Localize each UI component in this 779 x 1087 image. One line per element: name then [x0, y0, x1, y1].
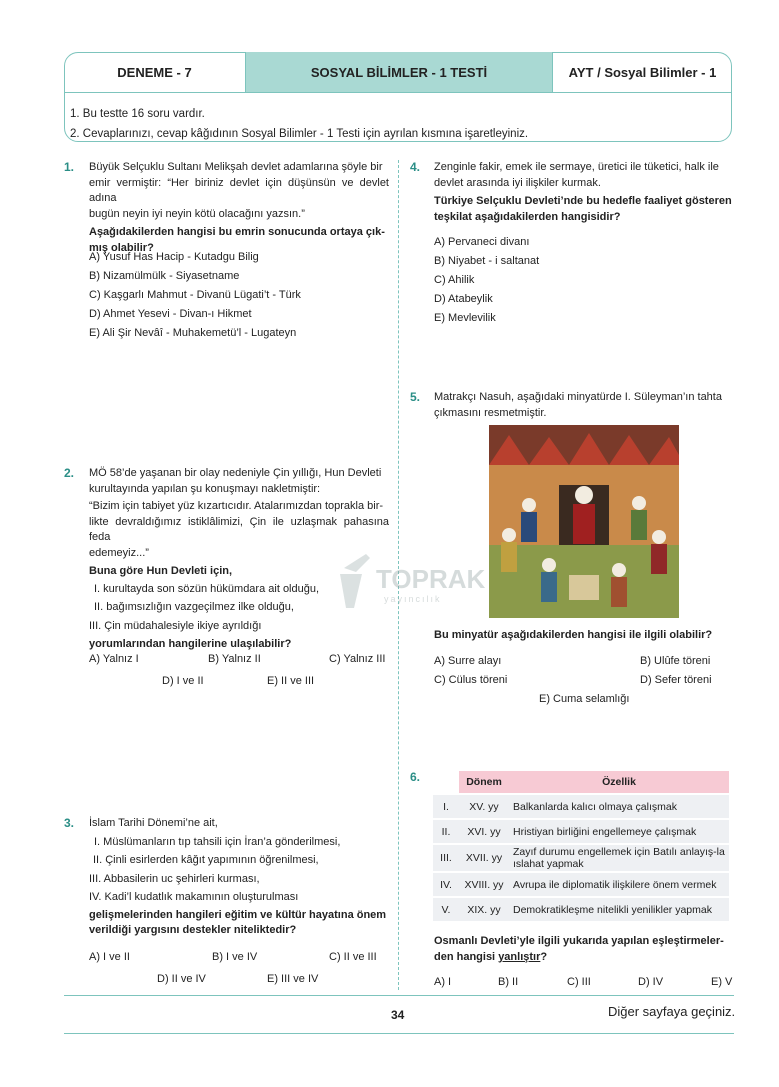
- row-roman: V.: [433, 898, 459, 921]
- watermark-sub: yayıncılık: [384, 594, 442, 604]
- q6-header-period: Dönem: [459, 771, 509, 793]
- q6-question-underlined: yanlıştır: [498, 950, 541, 963]
- q6-table-header-row: [433, 771, 729, 793]
- q5-option-a[interactable]: A) Surre alayı: [434, 655, 502, 667]
- next-page-note: Diğer sayfaya geçiniz.: [608, 1004, 736, 1019]
- q3-question: verildiği yargısını destekler niteliktedir?: [89, 924, 297, 936]
- q1-option-a[interactable]: A) Yusuf Has Hacip - Kutadgu Bilig: [89, 251, 259, 263]
- row-roman: III.: [433, 845, 459, 871]
- footer-top-line: [64, 995, 734, 996]
- q5-line: Matrakçı Nasuh, aşağıdaki minyatürde I. Süleyman’ın tahta: [434, 391, 722, 403]
- q4-option-b[interactable]: B) Niyabet - i saltanat: [434, 255, 540, 267]
- row-period: XVIII. yy: [459, 873, 509, 896]
- question-5-number: 5.: [410, 390, 421, 404]
- q2-line: likte devraldığımız istiklâlimizi, Çin ile uzlaşmak pahasına feda: [89, 515, 389, 543]
- question-3-number: 3.: [64, 816, 75, 830]
- question-4-number: 4.: [410, 160, 421, 174]
- row-feature: Zayıf durumu engellemek için Batılı anlayış-la ıslahat yapmak: [509, 845, 729, 871]
- q2-question: yorumlarından hangilerine ulaşılabilir?: [89, 638, 292, 650]
- header-test-title: SOSYAL BİLİMLER - 1 TESTİ: [246, 52, 552, 93]
- q4-option-a[interactable]: A) Pervaneci divanı: [434, 236, 530, 248]
- q6-question: [434, 934, 733, 965]
- q3-option-a[interactable]: A) I ve II: [89, 951, 130, 963]
- row-roman: IV.: [433, 873, 459, 896]
- q4-question: Türkiye Selçuklu Devleti’nde bu hedefle faaliyet gösteren: [434, 195, 732, 207]
- q5-option-e[interactable]: E) Cuma selamlığı: [539, 693, 630, 705]
- q1-line: Büyük Selçuklu Sultanı Melikşah devlet adamlarına şöyle bir: [89, 161, 383, 173]
- instruction-2: 2. Cevaplarınızı, cevap kâğıdının Sosyal Bilimler - 1 Testi için ayrılan kısmına işaretleyiniz.: [70, 128, 529, 140]
- q6-question-part: den hangisi: [434, 950, 499, 963]
- q1-option-c[interactable]: C) Kaşgarlı Mahmut - Divanü Lügati’t - Türk: [89, 289, 301, 301]
- row-feature: Avrupa ile diplomatik ilişkilere önem vermek: [509, 873, 729, 896]
- row-period: XIX. yy: [459, 898, 509, 921]
- q6-option-c[interactable]: C) III: [567, 976, 591, 988]
- q3-option-d[interactable]: D) II ve IV: [157, 973, 206, 985]
- q6-question-part: ?: [540, 950, 548, 963]
- q4-option-e[interactable]: E) Mevlevilik: [434, 312, 496, 324]
- q3-item: I. Müslümanların tıp tahsili için İran’a gönderilmesi,: [94, 835, 341, 848]
- q6-question-line: Osmanlı Devleti’yle ilgili yukarıda yapılan eşleştirmeler-: [434, 935, 724, 947]
- table-row: [433, 845, 729, 871]
- q3-option-e[interactable]: E) III ve IV: [267, 973, 319, 985]
- q4-question: teşkilat aşağıdakilerden hangisidir?: [434, 210, 621, 223]
- question-5-text: [434, 390, 733, 421]
- instruction-1: 1. Bu testte 16 soru vardır.: [70, 108, 205, 120]
- q6-option-d[interactable]: D) IV: [638, 976, 664, 988]
- q3-option-c[interactable]: C) II ve III: [329, 951, 377, 963]
- q6-option-b[interactable]: B) II: [498, 976, 519, 988]
- row-feature: Demokratikleşme nitelikli yenilikler yapmak: [509, 898, 729, 921]
- q6-table: [433, 769, 729, 923]
- q2-line: edemeyiz...”: [89, 546, 149, 559]
- footer-bottom-line: [64, 1033, 734, 1034]
- q2-option-a[interactable]: A) Yalnız I: [89, 653, 139, 665]
- row-feature: Balkanlarda kalıcı olmaya çalışmak: [509, 795, 729, 818]
- q4-option-c[interactable]: C) Ahilik: [434, 274, 475, 286]
- q3-item: III. Abbasilerin uc şehirleri kurması,: [89, 872, 260, 885]
- q6-question-line: [434, 950, 733, 966]
- q1-line: emir vermiştir: “Her biriniz devlet için düşünsün ve devlet adına: [89, 176, 389, 204]
- table-row: [433, 795, 729, 818]
- q1-question: Aşağıdakilerden hangisi bu emrin sonucunda ortaya çık-: [89, 226, 385, 238]
- q1-line: bugün neyin iyi neyin kötü olacağını yazsın.”: [89, 207, 305, 220]
- q3-item: II. Çinli esirlerden kâğıt yapımının öğrenilmesi,: [93, 854, 319, 866]
- q2-option-d[interactable]: D) I ve II: [162, 675, 204, 687]
- row-period: XVI. yy: [459, 820, 509, 843]
- row-period: XVII. yy: [459, 845, 509, 871]
- q2-option-b[interactable]: B) Yalnız II: [208, 653, 261, 665]
- q4-option-d[interactable]: D) Atabeylik: [434, 293, 493, 305]
- q2-line: MÖ 58’de yaşanan bir olay nedeniyle Çin yıllığı, Hun Devleti: [89, 467, 382, 479]
- q4-line: devlet arasında iyi ilişkiler kurmak.: [434, 176, 601, 189]
- q2-line: “Bizim için tabiyet yüz kızartıcıdır. Atalarımızdan toprakla bir-: [89, 500, 384, 512]
- q2-line: kurultayında yapılan şu konuşmayı nakletmiştir:: [89, 482, 321, 495]
- q1-question: mış olabilir?: [89, 241, 154, 254]
- q2-lead: Buna göre Hun Devleti için,: [89, 565, 233, 577]
- question-2-number: 2.: [64, 466, 75, 480]
- q3-lead: İslam Tarihi Dönemi’ne ait,: [89, 817, 218, 829]
- row-roman: II.: [433, 820, 459, 843]
- page-number: 34: [391, 1008, 405, 1022]
- q3-question: gelişmelerinden hangileri eğitim ve kültür hayatına önem: [89, 908, 387, 921]
- header-subject-label: AYT / Sosyal Bilimler - 1: [552, 52, 732, 93]
- question-6-number: 6.: [410, 770, 421, 784]
- q5-question: Bu minyatür aşağıdakilerden hangisi ile ilgili olabilir?: [434, 629, 713, 641]
- question-1-number: 1.: [64, 160, 75, 174]
- question-4-text: [434, 160, 733, 225]
- q1-option-d[interactable]: D) Ahmet Yesevi - Divan-ı Hikmet: [89, 308, 252, 320]
- toprak-logo-icon: [336, 548, 486, 618]
- row-roman: I.: [433, 795, 459, 818]
- header-exam-label: DENEME - 7: [64, 52, 246, 93]
- q1-option-e[interactable]: E) Ali Şir Nevâî - Muhakemetü’l - Lugateyn: [89, 327, 297, 339]
- q2-option-c[interactable]: C) Yalnız III: [329, 653, 386, 665]
- q3-item: IV. Kadi’l kudatlık makamının oluşturulması: [89, 891, 299, 903]
- table-row: [433, 820, 729, 843]
- q6-option-e[interactable]: E) V: [711, 976, 733, 988]
- table-row: [433, 898, 729, 921]
- q5-option-b[interactable]: B) Ulûfe töreni: [640, 655, 711, 667]
- watermark-brand: TOPRAK: [376, 564, 486, 594]
- q6-option-a[interactable]: A) I: [434, 976, 452, 988]
- q6-header-blank: [433, 771, 459, 793]
- miniature-painting-image: [489, 425, 679, 618]
- q5-option-c[interactable]: C) Cülus töreni: [434, 674, 508, 686]
- q3-option-b[interactable]: B) I ve IV: [212, 951, 258, 963]
- row-feature: Hristiyan birliğini engellemeye çalışmak: [509, 820, 729, 843]
- row-period: XV. yy: [459, 795, 509, 818]
- q2-item: II. bağımsızlığın vazgeçilmez ilke olduğu,: [94, 601, 294, 613]
- q5-option-d[interactable]: D) Sefer töreni: [640, 674, 712, 686]
- q1-option-b[interactable]: B) Nizamülmülk - Siyasetname: [89, 270, 240, 282]
- question-3-text: [89, 816, 389, 939]
- q4-line: Zenginle fakir, emek ile sermaye, üretici ile tüketici, halk ile: [434, 161, 719, 173]
- question-1-text: [89, 160, 389, 256]
- q2-item: I. kurultayda son sözün hükümdara ait olduğu,: [94, 582, 320, 595]
- q5-line: çıkmasını resmetmiştir.: [434, 406, 547, 419]
- q2-option-e[interactable]: E) II ve III: [267, 675, 315, 687]
- q2-item: III. Çin müdahalesiyle ikiye ayrıldığı: [89, 619, 262, 632]
- table-row: [433, 873, 729, 896]
- q6-header-feature: Özellik: [509, 771, 729, 793]
